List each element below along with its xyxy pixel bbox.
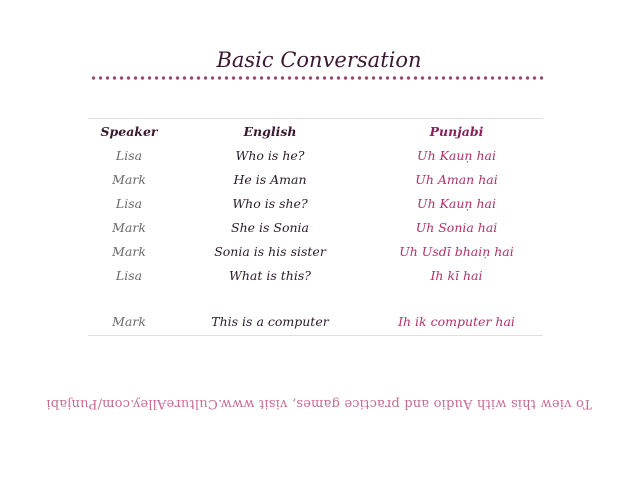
dotted-divider (90, 75, 546, 81)
speaker-cell: Mark (112, 219, 146, 235)
table-row (88, 263, 543, 287)
punjabi-cell: Uh Aman hai (415, 171, 498, 187)
table-row (88, 143, 543, 167)
punjabi-cell: Uh Kauṇ hai (417, 195, 496, 211)
english-cell: She is Sonia (231, 219, 309, 235)
table-row (88, 287, 543, 335)
english-cell: He is Aman (233, 171, 307, 187)
slide-title: Basic Conversation (216, 48, 422, 72)
conversation-table (88, 118, 543, 336)
header-punjabi: Punjabi (429, 123, 484, 139)
speaker-cell: Lisa (115, 147, 143, 163)
speaker-cell: Mark (112, 171, 146, 187)
header-english: English (243, 123, 297, 139)
english-cell: Who is she? (232, 195, 308, 211)
punjabi-cell: Uh Sonia hai (415, 219, 498, 235)
punjabi-cell: Ih kī hai (430, 267, 483, 283)
table-row (88, 239, 543, 263)
table-row (88, 167, 543, 191)
english-cell: Sonia is his sister (214, 243, 326, 259)
english-cell: This is a computer (211, 314, 329, 329)
table-row (88, 215, 543, 239)
punjabi-cell: Uh Usdī bhaiṇ hai (399, 243, 514, 259)
speaker-cell: Lisa (115, 195, 143, 211)
speaker-cell: Mark (112, 314, 146, 329)
footer-link-text: To view this with Audio and practice games, visit www.CultureAlley.com/Punjabi (46, 396, 592, 411)
punjabi-cell: Ih ik computer hai (398, 314, 515, 329)
table-row (88, 191, 543, 215)
english-cell: What is this? (229, 267, 311, 283)
punjabi-cell: Uh Kauṇ hai (417, 147, 496, 163)
table-header-row (88, 119, 543, 143)
speaker-cell: Lisa (115, 267, 143, 283)
header-speaker: Speaker (100, 123, 158, 139)
english-cell: Who is he? (235, 147, 305, 163)
speaker-cell: Mark (112, 243, 146, 259)
